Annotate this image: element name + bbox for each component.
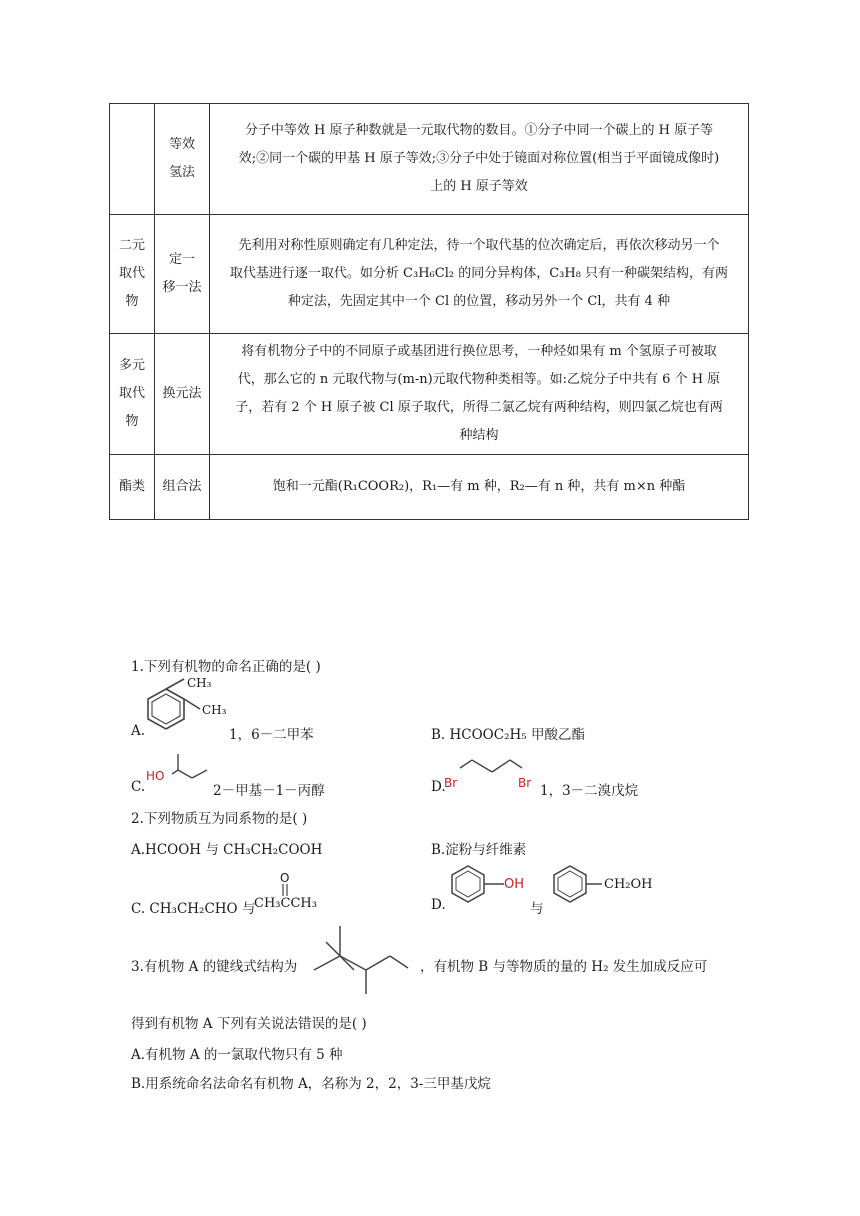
q2-option-c: C. CH₃CH₂CHO 与	[131, 901, 256, 917]
description-line: 代，那么它的 n 元取代物与(m-n)元取代物种类相等。如:乙烷分子中共有 6 个 H 原	[237, 372, 721, 387]
table-row	[110, 455, 749, 520]
description-cell	[210, 455, 749, 520]
hydroxyl-label: OH	[504, 877, 525, 892]
q2-option-d-label: D.	[431, 897, 446, 913]
carbonyl-oxygen-label: O	[280, 871, 290, 885]
hydroxymethyl-label: CH₂OH	[604, 877, 653, 892]
category-line: 取代	[118, 266, 145, 281]
category-line: 取代	[118, 386, 145, 401]
q3-stem-part2: ，有机物 B 与等物质的量的 H₂ 发生加成反应可	[420, 959, 708, 975]
bromine-label: Br	[444, 776, 458, 790]
method-cell	[155, 455, 210, 520]
trimethylpentane-skeleton-structure	[310, 918, 420, 998]
description-line: 将有机物分子中的不同原子或基团进行换位思考，一种烃如果有 m 个氢原子可被取	[241, 344, 717, 359]
category-cell	[110, 215, 155, 334]
description-line: 上的 H 原子等效	[430, 179, 528, 194]
category-line: 酯类	[118, 479, 145, 494]
description-line: 子，若有 2 个 H 原子被 Cl 原子取代，所得二氯乙烷有两种结构，则四氯乙烷也有两	[235, 400, 723, 415]
description-cell	[210, 104, 749, 215]
q2-option-b: B.淀粉与纤维素	[431, 842, 527, 858]
method-line: 氢法	[168, 165, 195, 180]
acetone-formula-label: CH₃CCH₃	[254, 896, 317, 911]
category-cell	[110, 455, 155, 520]
method-line: 移一法	[162, 280, 202, 295]
category-line: 多元	[118, 358, 145, 373]
category-line: 物	[125, 414, 139, 429]
category-line: 二元	[118, 238, 145, 253]
bromine-label: Br	[518, 776, 532, 790]
description-line: 种定法，先固定其中一个 Cl 的位置，移动另外一个 Cl，共有 4 种	[287, 294, 671, 309]
q2-stem: 2.下列物质互为同系物的是( )	[131, 811, 308, 827]
q1-option-d-label: D.	[431, 779, 446, 795]
methyl-label: CH₃	[187, 676, 212, 690]
description-line: 取代基进行逐一取代。如分析 C₃H₆Cl₂ 的同分异构体，C₃H₈ 只有一种碳架结构，有两	[229, 266, 729, 281]
q1-option-a-name: 1，6－二甲苯	[229, 727, 314, 743]
method-cell	[155, 334, 210, 455]
category-line: 物	[125, 294, 139, 309]
hydroxyl-label: HO	[146, 769, 165, 783]
description-line: 先利用对称性原则确定有几种定法，待一个取代基的位次确定后，再依次移动另一个	[238, 238, 720, 253]
q1-option-d-name: 1，3－二溴戊烷	[540, 783, 639, 799]
category-cell	[110, 104, 155, 215]
isomer-methods-table	[109, 103, 749, 520]
method-cell	[155, 215, 210, 334]
q1-option-b: B. HCOOC₂H₅ 甲酸乙酯	[431, 727, 585, 743]
table-row	[110, 104, 749, 215]
q1-option-c-name: 2－甲基－1－丙醇	[213, 783, 325, 799]
q3-stem-part1: 3.有机物 A 的键线式结构为	[131, 959, 298, 975]
method-line: 组合法	[162, 479, 202, 494]
description-line: 种结构	[459, 428, 499, 443]
q3-option-b: B.用系统命名法命名有机物 A，名称为 2，2，3-三甲基戊烷	[131, 1076, 491, 1092]
q1-option-a-label: A.	[131, 723, 146, 739]
q2-option-a: A.HCOOH 与 CH₃CH₂COOH	[131, 842, 323, 858]
q3-stem-line2: 得到有机物 A 下列有关说法错误的是( )	[131, 1016, 367, 1032]
q2-option-d-connector: 与	[530, 901, 544, 917]
phenol-structure	[448, 864, 508, 910]
description-line: 分子中等效 H 原子种数就是一元取代物的数目。①分子中同一个碳上的 H 原子等	[244, 123, 714, 138]
q3-option-a: A.有机物 A 的一氯取代物只有 5 种	[131, 1047, 343, 1063]
method-line: 定一	[168, 252, 195, 267]
method-line: 等效	[168, 137, 195, 152]
table-row	[110, 215, 749, 334]
q1-option-c-label: C.	[131, 779, 146, 795]
description-cell	[210, 334, 749, 455]
method-line: 换元法	[162, 386, 202, 401]
category-cell	[110, 334, 155, 455]
description-line: 效;②同一个碳的甲基 H 原子等效;③分子中处于镜面对称位置(相当于平面镜成像时)	[238, 151, 720, 166]
description-line: 饱和一元酯(R₁COOR₂)，R₁—有 m 种，R₂—有 n 种，共有 m×n 种酯	[272, 479, 686, 494]
description-cell	[210, 215, 749, 334]
method-cell	[155, 104, 210, 215]
methyl-label: CH₃	[202, 703, 227, 717]
table-row	[110, 334, 749, 455]
q1-stem: 1.下列有机物的命名正确的是( )	[131, 659, 321, 675]
